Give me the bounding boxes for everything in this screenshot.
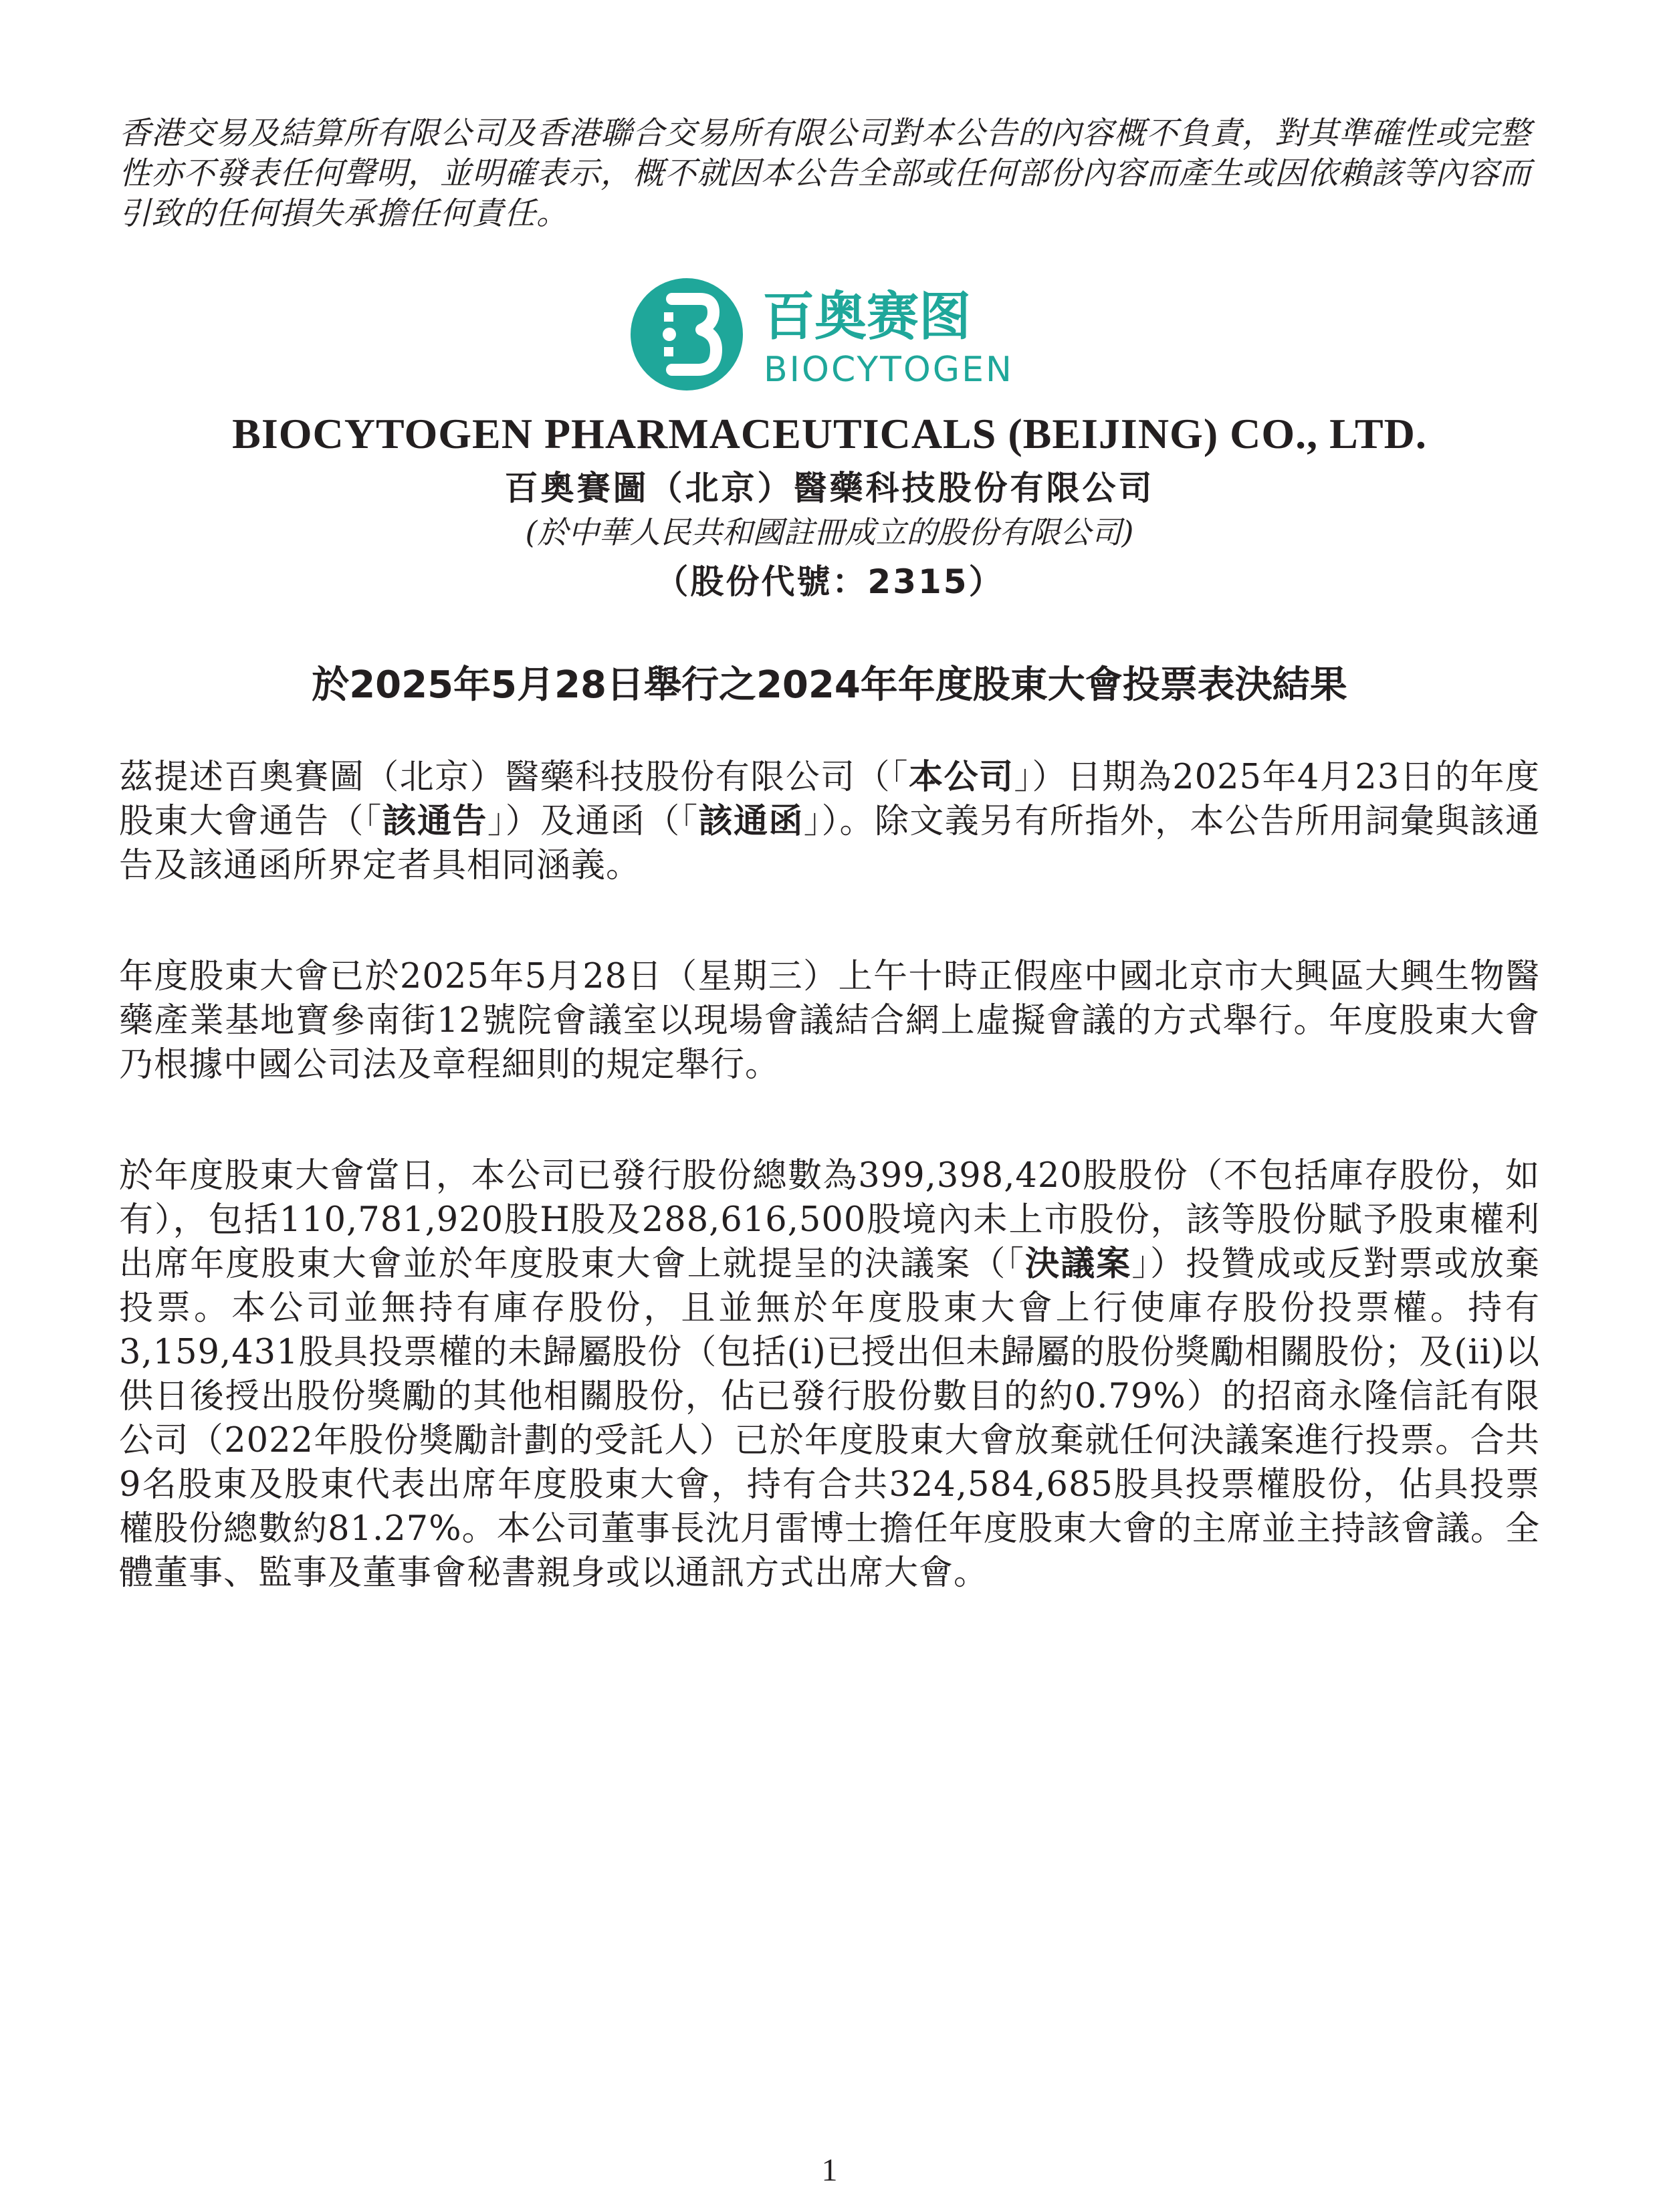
paragraph-text: 」）日期為2025年4月23日的年度股東大會通告（「 [119, 758, 1540, 841]
defined-term: 決議案 [1025, 1244, 1132, 1284]
page-number: 1 [821, 2152, 838, 2188]
paragraph-text: 」）及通函（「 [487, 802, 699, 841]
defined-term: 本公司 [909, 758, 1014, 797]
defined-term: 該通告 [382, 802, 487, 841]
paragraph-meeting-details: 年度股東大會已於2025年5月28日（星期三）上午十時正假座中國北京市大興區大興生物醫藥產業基地寶參南街12號院會議室以現場會議結合網上虛擬會議的方式舉行。年度股東大會乃根據中國公司法及章程細則的規定舉行。 [119, 957, 1540, 1085]
stock-code: （股份代號：2315） [655, 562, 1004, 601]
paragraph-attendance [119, 1154, 1540, 1595]
incorporation-note: (於中華人民共和國註冊成立的股份有限公司) [525, 514, 1134, 550]
disclaimer: 香港交易及結算所有限公司及香港聯合交易所有限公司對本公告的內容概不負責，對其準確性或完整性亦不發表任何聲明，並明確表示，概不就因本公告全部或任何部份內容而產生或因依賴該等內容而引致的任何損失承擔任何責任。 [119, 115, 1531, 232]
paragraph-text: 」）。除文義另有所指外，本公告所用詞彙與該通告及該通函所界定者具相同涵義。 [119, 802, 1540, 885]
defined-term: 該通函 [698, 802, 804, 841]
logo-text-en: BIOCYTOGEN [764, 350, 1014, 390]
company-name-en: BIOCYTOGEN PHARMACEUTICALS (BEIJING) CO., LTD. [232, 410, 1427, 457]
company-logo [625, 271, 1040, 398]
paragraph-text: 茲提述百奧賽圖（北京）醫藥科技股份有限公司（「 [119, 758, 909, 797]
paragraph-text: 於年度股東大會當日，本公司已發行股份總數為399,398,420股股份（不包括庫存股份，如有），包括110,781,920股H股及288,616,500股境內未上市股份，該等股份賦予股東權利出席年度股東大會並於年度股東大會上就提呈的決議案（「 [119, 1156, 1540, 1284]
paragraph-text: 」）投贊成或反對票或放棄投票。本公司並無持有庫存股份，且並無於年度股東大會上行使庫存股份投票權。持有3,159,431股具投票權的未歸屬股份（包括(i)已授出但未歸屬的股份獎勵相關股份；及(ii)以供日後授出股份獎勵的其他相關股份，佔已發行股份數目的約0.79%）的招商永隆信託有限公司（2022年股份獎勵計劃的受託人）已於年度股東大會放棄就任何決議案進行投票。合共9名股東及股東代表出席年度股東大會，持有合共324,584,685股具投票權股份，佔具投票權股份總數約81.27%。本公司董事長沈月雷博士擔任年度股東大會的主席並主持該會議。全體董事、監事及董事會秘書親身或以通訊方式出席大會。 [119, 1244, 1540, 1593]
paragraph-reference [119, 756, 1540, 888]
logo-text-zh: 百奥赛图 [762, 287, 972, 347]
announcement-title: 於2025年5月28日舉行之2024年年度股東大會投票表決結果 [312, 663, 1347, 707]
biocytogen-logo-icon [625, 271, 1040, 398]
company-name-zh: 百奧賽圖（北京）醫藥科技股份有限公司 [504, 469, 1155, 508]
